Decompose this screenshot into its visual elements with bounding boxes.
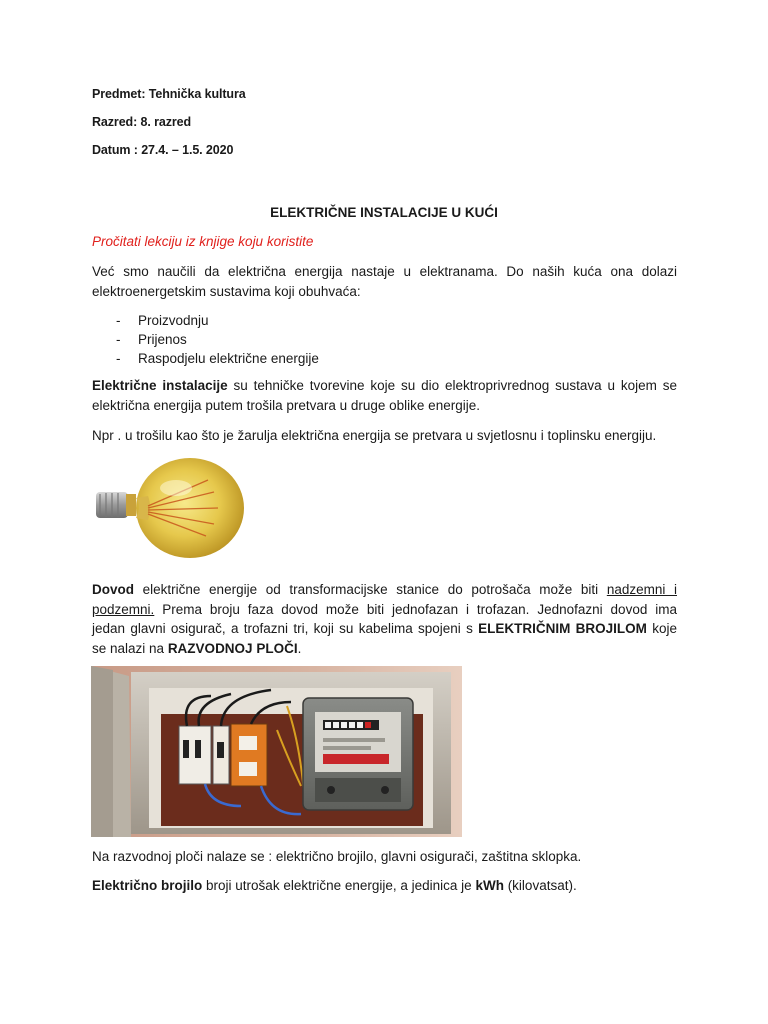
example-paragraph: Npr . u trošilu kao što je žarulja električna energija se pretvara u svjetlosnu i toplinsku energiju. — [92, 428, 657, 443]
definition-paragraph — [92, 376, 677, 415]
bulb-photo — [90, 458, 246, 564]
list-item: - Proizvodnju — [116, 313, 209, 328]
reading-instruction: Pročitati lekciju iz knjige koju koristite — [92, 234, 314, 249]
meter-paragraph: Električno brojilo broji utrošak električne energije, a jedinica je kWh (kilovatsat). — [92, 878, 577, 893]
list-item: - Raspodjelu električne energije — [116, 351, 319, 366]
distribution-board-photo — [91, 666, 462, 837]
definition-line: električna energija putem trošila pretvara u druge oblike energije. — [92, 397, 480, 413]
subject-line: Predmet: Tehnička kultura — [92, 87, 246, 101]
intro-line: Već smo naučili da električna energija nastaje u elektranama. Do naših kuća ona dolazi — [92, 264, 677, 279]
panel-caption: Na razvodnoj ploči nalaze se : električno brojilo, glavni osigurači, zaštitna sklopka. — [92, 849, 582, 864]
term-bold: Električne instalacije — [92, 378, 228, 393]
intro-paragraph — [92, 262, 677, 301]
document-title: ELEKTRIČNE INSTALACIJE U KUĆI — [270, 205, 498, 220]
grade-line: Razred: 8. razred — [92, 115, 192, 129]
system-parts-list — [116, 311, 319, 368]
date-line: Datum : 27.4. – 1.5. 2020 — [92, 143, 234, 157]
intro-line: elektroenergetskim sustavima koji obuhvaća: — [92, 283, 361, 299]
list-item: - Prijenos — [116, 332, 187, 347]
definition-line: Električne instalacije su tehničke tvorevine koje su dio elektroprivrednog sustava u kojem se — [92, 378, 677, 393]
supply-paragraph: Dovod električne energije od transformacijske stanice do potrošača može biti nadzemni i podzemni. Prema broju faza dovod može biti jednofazan i trofazan. Jednofazni dovod ima jedan glavni osigurač, a trofazni tri, koji su kabelima spojeni s ELEKTRIČNIM BROJILOM koje se nalazi na RAZVODNOJ PLOČI. — [92, 582, 677, 656]
